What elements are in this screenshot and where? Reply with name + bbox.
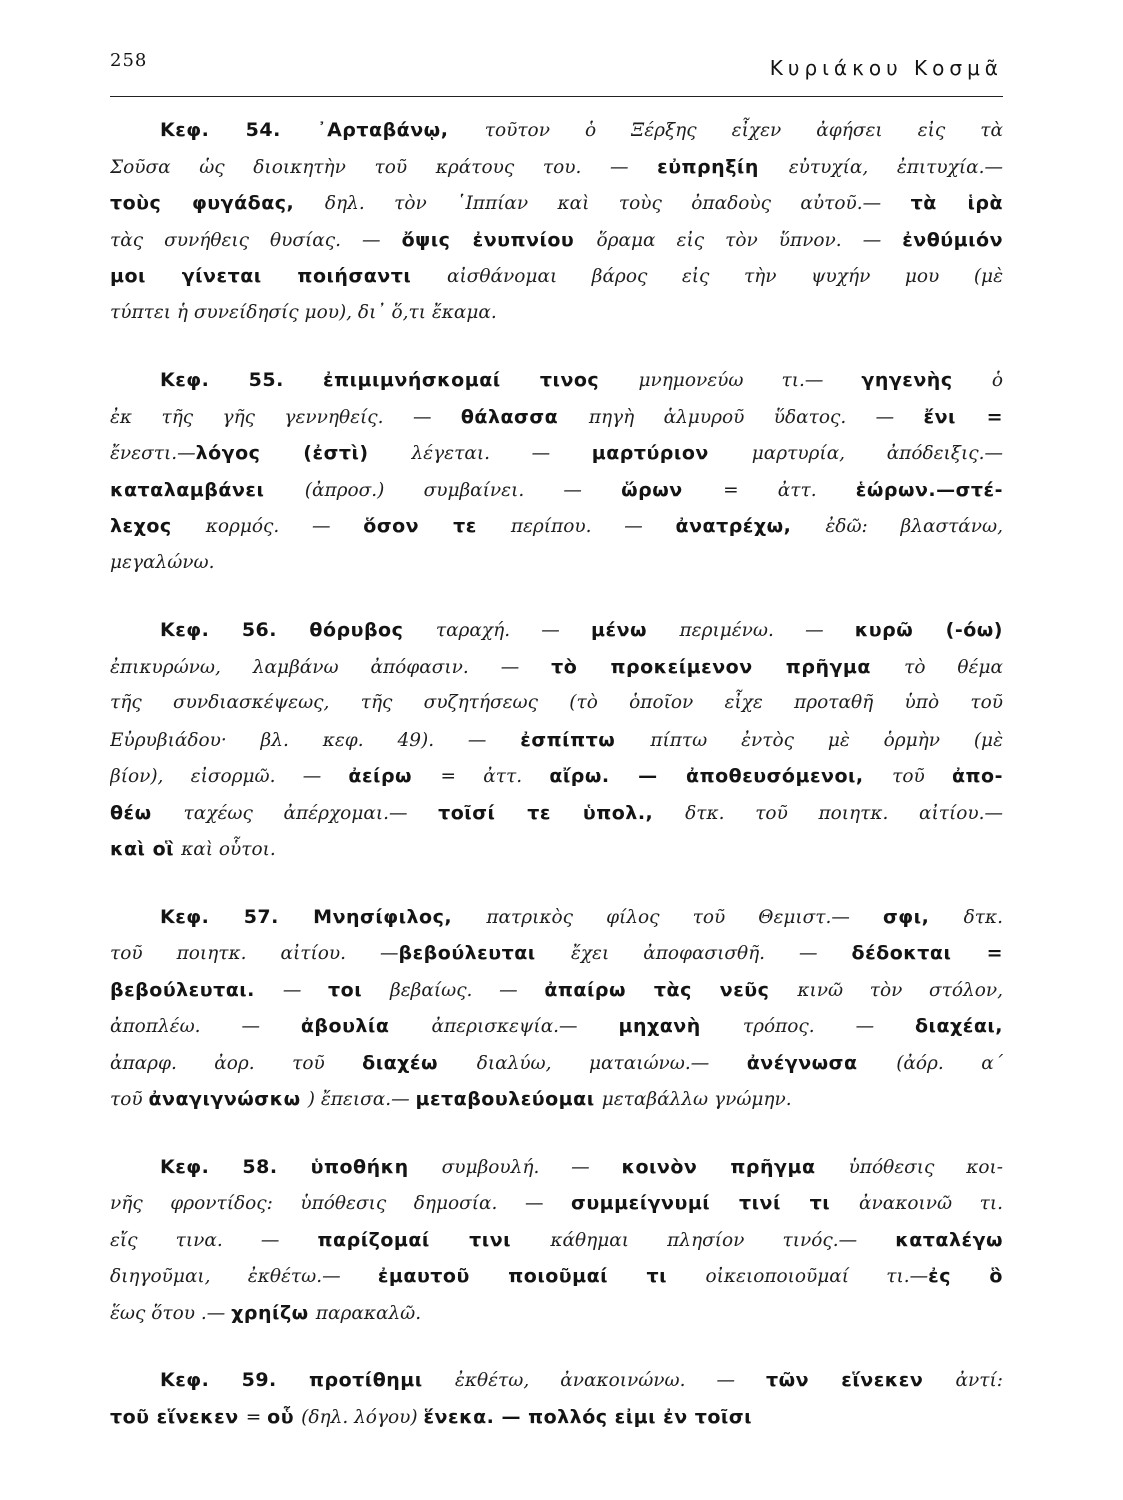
bold-term: οὗ xyxy=(267,1405,302,1428)
text-line xyxy=(110,545,1003,582)
text-line xyxy=(110,935,1003,972)
bold-term: τὸ προκείμενον πρῆγμα xyxy=(551,655,905,678)
bold-term: ὥρων xyxy=(621,478,724,501)
text-line xyxy=(110,112,1003,149)
bold-term: τῶν εἵνεκεν xyxy=(765,1369,956,1391)
bold-term: ἑώρων.—στέ- xyxy=(855,478,1003,501)
bold-term: τοι xyxy=(328,978,391,1001)
gloss-text: = xyxy=(245,1406,268,1428)
bold-term: ἀνατρέχω, xyxy=(675,515,826,537)
gloss-text: ἐπικυρώνω, λαμβάνω ἀπόφασιν. — xyxy=(110,656,552,678)
chapter-paragraph xyxy=(110,899,1003,1118)
text-line xyxy=(110,362,1003,399)
bold-term: σφι, xyxy=(883,905,964,928)
bold-term: ἀπαίρω τὰς νεῦς xyxy=(544,978,798,1001)
bold-term: μεταβουλεύομαι xyxy=(415,1088,602,1110)
gloss-text: ἐκ τῆς γῆς γεννηθείς. — xyxy=(110,406,461,428)
bold-term: ἕνεκα. — πολλός εἰμι ἐν τοῖσι xyxy=(423,1405,753,1428)
bold-term: ἀείρω xyxy=(348,765,441,787)
gloss-text: τύπτει ἡ συνείδησίς μου), δι᾿ ὅ,τι ἔκαμα. xyxy=(110,301,497,323)
text-line xyxy=(110,1362,1003,1399)
chapter-paragraph xyxy=(110,1362,1003,1435)
text-line xyxy=(110,1399,1003,1436)
bold-term: μοι γίνεται ποιήσαντι xyxy=(110,265,448,287)
gloss-text: ταχέως ἀπέρχομαι.— xyxy=(183,802,439,824)
bold-term: μηχανὴ xyxy=(618,1015,743,1037)
bold-term: δέδοκται = xyxy=(851,942,1003,964)
gloss-text: ἔνεστι.— xyxy=(110,443,196,464)
bold-term: παρίζομαί τινι xyxy=(317,1228,551,1251)
text-line xyxy=(110,685,1003,722)
bold-term: ἐμαυτοῦ ποιοῦμαί τι xyxy=(377,1265,706,1287)
bold-term: Κεφ. 56. θόρυβος xyxy=(160,619,436,641)
gloss-text: λέγεται. — xyxy=(411,443,592,464)
bold-term: εὐπρηξίη xyxy=(657,155,789,178)
gloss-text: περιμένω. — xyxy=(679,620,855,641)
gloss-text: (ἀόρ. α΄ xyxy=(896,1052,1003,1074)
bold-term: τοὺς φυγάδας, xyxy=(110,192,325,214)
bold-term: καταλέγω xyxy=(895,1228,1003,1251)
running-title: Κυριάκου Κοσμᾶ xyxy=(769,56,1003,80)
bold-term: Κεφ. 59. προτίθημι xyxy=(160,1369,455,1391)
gloss-text: μαρτυρία, ἀπόδειξις.— xyxy=(751,443,1003,464)
text-line xyxy=(110,972,1003,1009)
chapter-paragraph xyxy=(110,362,1003,581)
bold-term: διαχέαι, xyxy=(914,1015,1003,1037)
bold-term: μαρτύριον xyxy=(591,442,752,464)
bold-term: Κεφ. 57. Μνησίφιλος, xyxy=(160,905,487,928)
bold-term: τὰ ἱρὰ xyxy=(910,192,1003,214)
bold-term: ἔνι = xyxy=(923,405,1003,428)
gloss-text: ὁ xyxy=(991,370,1003,391)
text-line xyxy=(110,1295,1003,1332)
text-line xyxy=(110,1222,1003,1259)
bold-term: ἀνέγνωσα xyxy=(746,1051,897,1074)
text-line xyxy=(110,1008,1003,1045)
bold-term: βεβούλευται xyxy=(398,942,571,964)
text-line xyxy=(110,1258,1003,1295)
gloss-text: εἴς τινα. — xyxy=(110,1229,318,1251)
bold-term: Κεφ. 58. ὑποθήκη xyxy=(160,1155,442,1178)
bold-term: καταλαμβάνει xyxy=(110,478,305,501)
gloss-text: μεγαλώνω. xyxy=(110,551,215,573)
gloss-text: (δηλ. λόγου) xyxy=(301,1406,424,1428)
text-line xyxy=(110,295,1003,332)
text-line xyxy=(110,1149,1003,1186)
gloss-text: τοῦ xyxy=(110,1089,149,1110)
bold-term: διαχέω xyxy=(362,1051,477,1074)
gloss-text: παρακαλῶ. xyxy=(315,1302,422,1324)
text-line xyxy=(110,831,1003,868)
chapter-paragraph xyxy=(110,612,1003,868)
gloss-text: δτκ. xyxy=(963,906,1003,928)
text-line xyxy=(110,399,1003,436)
bold-term: γηγενὴς xyxy=(861,369,992,391)
gloss-text: ἀπερισκεψία.— xyxy=(431,1016,619,1037)
bold-term: λόγος (ἐστὶ) xyxy=(195,442,412,464)
text-line xyxy=(110,758,1003,795)
gloss-text: δτκ. τοῦ ποιητκ. αἰτίου.— xyxy=(685,802,1003,824)
gloss-text: Εὐρυβιάδου· βλ. κεφ. 49). — xyxy=(110,729,521,751)
gloss-text: τὸ θέμα xyxy=(904,656,1003,678)
chapter-paragraph xyxy=(110,112,1003,331)
gloss-text: συμβουλή. — xyxy=(441,1156,622,1178)
gloss-text: ἀπαρφ. ἀορ. τοῦ xyxy=(110,1052,363,1074)
gloss-text: ) ἔπεισα.— xyxy=(307,1089,416,1110)
gloss-text: τοῦ ποιητκ. αἰτίου. — xyxy=(110,943,399,964)
gloss-text: = ἀττ. xyxy=(723,479,856,501)
bold-term: ἀπο- xyxy=(951,765,1003,787)
bold-term: ὅσον τε xyxy=(363,515,511,537)
text-line xyxy=(110,149,1003,186)
bold-term: συμμείγνυμί τινί τι xyxy=(571,1192,859,1214)
gloss-text: εὐτυχία, ἐπιτυχία.— xyxy=(788,156,1003,178)
gloss-text: βίον), εἰσορμῶ. — xyxy=(110,766,349,787)
text-line xyxy=(110,722,1003,759)
bold-term: Κεφ. 54. ᾿Αρταβάνῳ, xyxy=(160,119,485,141)
bold-term: μένω xyxy=(591,619,680,641)
bold-term: ἐς ὃ xyxy=(928,1265,1003,1287)
bold-term: βεβούλευται. xyxy=(110,978,283,1001)
text-line xyxy=(110,612,1003,649)
gloss-text: τρόπος. — xyxy=(742,1016,915,1037)
text-line xyxy=(110,508,1003,545)
gloss-text: βεβαίως. — xyxy=(390,979,545,1001)
bold-term: Κεφ. 55. ἐπιμιμνήσκομαί τινος xyxy=(160,369,639,391)
text-line xyxy=(110,1081,1003,1118)
body-text xyxy=(110,112,1003,1466)
gloss-text: πηγὴ ἁλμυροῦ ὕδατος. — xyxy=(588,406,924,428)
gloss-text: = ἀττ. xyxy=(440,766,550,787)
gloss-text: διαλύω, ματαιώνω.— xyxy=(476,1052,747,1074)
text-line xyxy=(110,435,1003,472)
gloss-text: τὰς συνήθεις θυσίας. — xyxy=(110,229,402,251)
gloss-text: τοῦτον ὁ Ξέρξης εἶχεν ἀφήσει εἰς τὰ xyxy=(484,120,1003,141)
gloss-text: (ἀπροσ.) συμβαίνει. — xyxy=(304,479,622,501)
page-header xyxy=(110,50,1003,97)
text-line xyxy=(110,1185,1003,1222)
gloss-text: καὶ οὗτοι. xyxy=(181,839,276,860)
gloss-text: διηγοῦμαι, ἐκθέτω.— xyxy=(110,1266,378,1287)
text-line xyxy=(110,795,1003,832)
gloss-text: περίπου. — xyxy=(510,516,676,537)
bold-term: λεχος xyxy=(110,515,206,537)
bold-term: θέω xyxy=(110,801,184,824)
bold-term: τοῦ εἵνεκεν xyxy=(110,1405,246,1428)
gloss-text: μνημονεύω τι.— xyxy=(638,370,862,391)
gloss-text: ἀνακοινῶ τι. xyxy=(859,1193,1003,1214)
bold-term: ἀναγιγνώσκω xyxy=(148,1088,308,1110)
gloss-text: κάθημαι πλησίον τινός.— xyxy=(550,1229,896,1251)
gloss-text: ἐδῶ: βλαστάνω, xyxy=(825,516,1003,537)
chapter-paragraph xyxy=(110,1149,1003,1332)
text-line xyxy=(110,258,1003,295)
bold-term: χρηίζω xyxy=(231,1301,316,1324)
gloss-text: νῆς φροντίδος: ὑπόθεσις δημοσία. — xyxy=(110,1193,572,1214)
gloss-text: μεταβάλλω γνώμην. xyxy=(601,1089,792,1110)
gloss-text: ἕως ὅτου .— xyxy=(110,1302,232,1324)
bold-term: ἀβουλία xyxy=(300,1015,432,1037)
gloss-text: τοῦ xyxy=(892,766,952,787)
gloss-text: πατρικὸς φίλος τοῦ Θεμιστ.— xyxy=(486,906,883,928)
gloss-text: ἐκθέτω, ἀνακοινώνω. — xyxy=(454,1370,766,1391)
bold-term: ὄψις ἐνυπνίου xyxy=(401,228,597,251)
gloss-text: κορμός. — xyxy=(205,516,364,537)
gloss-text: — xyxy=(282,979,329,1001)
gloss-text: ὑπόθεσις κοι- xyxy=(848,1156,1003,1178)
page-number: 258 xyxy=(110,50,148,71)
bold-term: κοινὸν πρῆγμα xyxy=(621,1155,849,1178)
gloss-text: ἀποπλέω. — xyxy=(110,1016,301,1037)
bold-term: ἐνθύμιόν xyxy=(902,228,1003,251)
bold-term: ἐσπίπτω xyxy=(520,728,651,751)
gloss-text: ταραχή. — xyxy=(435,620,592,641)
text-line xyxy=(110,649,1003,686)
gloss-text: τῆς συνδιασκέψεως, τῆς συζητήσεως (τὸ ὁποῖον εἶχε προταθῆ ὑπὸ τοῦ xyxy=(110,692,1003,713)
gloss-text: ὅραμα εἰς τὸν ὕπνον. — xyxy=(596,229,903,251)
gloss-text: κινῶ τὸν στόλον, xyxy=(797,979,1003,1001)
bold-term: κυρῶ (-όω) xyxy=(854,619,1003,641)
gloss-text: πίπτω ἐντὸς μὲ ὁρμὴν (μὲ xyxy=(650,729,1003,751)
gloss-text: οἰκειοποιοῦμαί τι.— xyxy=(705,1266,929,1287)
bold-term: αἴρω. — ἀποθευσόμενοι, xyxy=(549,765,893,787)
gloss-text: αἰσθάνομαι βάρος εἰς τὴν ψυχήν μου (μὲ xyxy=(447,266,1003,287)
text-line xyxy=(110,472,1003,509)
bold-term: τοῖσί τε ὑπολ., xyxy=(438,801,686,824)
gloss-text: ἀντί: xyxy=(955,1370,1003,1391)
gloss-text: ἔχει ἀποφασισθῆ. — xyxy=(570,943,852,964)
gloss-text: Σοῦσα ὡς διοικητὴν τοῦ κράτους του. — xyxy=(110,156,658,178)
bold-term: θάλασσα xyxy=(460,405,589,428)
text-line xyxy=(110,222,1003,259)
text-line xyxy=(110,899,1003,936)
text-line xyxy=(110,185,1003,222)
text-line xyxy=(110,1045,1003,1082)
gloss-text: δηλ. τὸν ῾Ιππίαν καὶ τοὺς ὀπαδοὺς αὐτοῦ.— xyxy=(324,193,911,214)
bold-term: καὶ οἳ xyxy=(110,838,182,860)
